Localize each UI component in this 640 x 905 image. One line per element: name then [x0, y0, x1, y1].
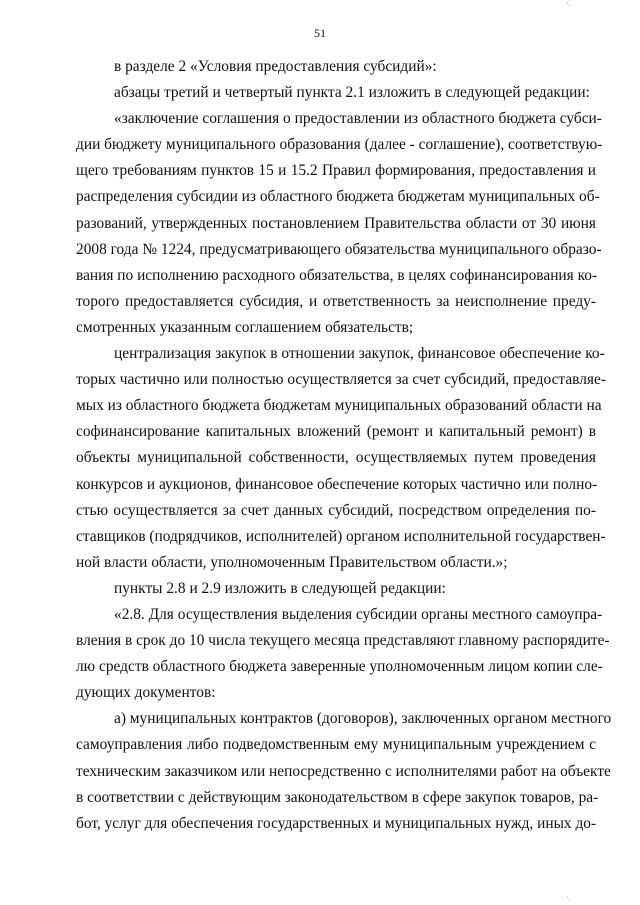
text-line: в соответствии с действующим законодательством в сфере закупок товаров, ра-: [76, 788, 599, 806]
text-line: разований, утвержденных постановлением Правительства области от 30 июня: [76, 214, 596, 232]
text-line: абзацы третий и четвертый пункта 2.1 изложить в следующей редакции:: [114, 84, 590, 102]
text-line: централизация закупок в отношении закупок, финансовое обеспечение ко-: [114, 345, 605, 363]
text-line: торого предоставляется субсидия, и ответственность за неисполнение преду-: [76, 292, 596, 310]
text-line: пункты 2.8 и 2.9 изложить в следующей редакции:: [114, 579, 446, 597]
text-line: «заключение соглашения о предоставлении из областного бюджета субси-: [114, 110, 602, 128]
page-number: 51: [314, 26, 326, 40]
text-line: вания по исполнению расходного обязательства, в целях софинансирования ко-: [76, 266, 598, 284]
text-line: объекты муниципальной собственности, осуществляемых путем проведения: [76, 449, 596, 467]
text-line: лю средств областного бюджета заверенные уполномоченным лицом копии сле-: [76, 658, 603, 676]
text-line: техническим заказчиком или непосредственно с исполнителями работ на объекте: [76, 762, 611, 780]
text-line: самоуправления либо подведомственным ему муниципальным учреждением с: [76, 736, 596, 754]
text-line: мых из областного бюджета бюджетам муниципальных образований области на: [76, 397, 602, 415]
text-line: ставщиков (подрядчиков, исполнителей) органом исполнительной государствен-: [76, 527, 606, 545]
document-body: [76, 54, 612, 837]
text-line: дующих документов:: [76, 684, 216, 702]
text-line: стью осуществляется за счет данных субсидий, посредством определения по-: [76, 501, 596, 519]
text-line: ной власти области, уполномоченным Правительством области.»;: [76, 553, 508, 571]
text-line: торых частично или полностью осуществляется за счет субсидий, предоставляе-: [76, 371, 606, 389]
text-line: дии бюджету муниципального образования (далее - соглашение), соответствую-: [76, 136, 603, 154]
text-line: софинансирование капитальных вложений (ремонт и капитальный ремонт) в: [76, 423, 596, 441]
text-line: в разделе 2 «Условия предоставления субсидий»:: [114, 58, 437, 75]
text-line: а) муниципальных контрактов (договоров), заключенных органом местного: [114, 710, 612, 728]
text-line: конкурсов и аукционов, финансовое обеспечение которых частично или полно-: [76, 475, 598, 493]
text-line: вления в срок до 10 числа текущего месяца представляют главному распорядите-: [76, 632, 610, 650]
scan-artifact-mark: ·.: [566, 0, 571, 8]
text-line: «2.8. Для осуществления выделения субсидии органы местного самоупра-: [114, 605, 603, 623]
text-line: щего требованиям пунктов 15 и 15.2 Правил формирования, предоставления и: [76, 162, 596, 180]
text-line: 2008 года № 1224, предусматривающего обязательства муниципального образо-: [76, 240, 602, 258]
text-line: распределения субсидии из областного бюджета бюджетам муниципальных об-: [76, 188, 600, 206]
text-line: бот, услуг для обеспечения государственных и муниципальных нужд, иных до-: [76, 814, 597, 832]
scan-artifact-mark: ·.: [566, 893, 571, 902]
text-line: смотренных указанным соглашением обязательств;: [76, 318, 414, 336]
